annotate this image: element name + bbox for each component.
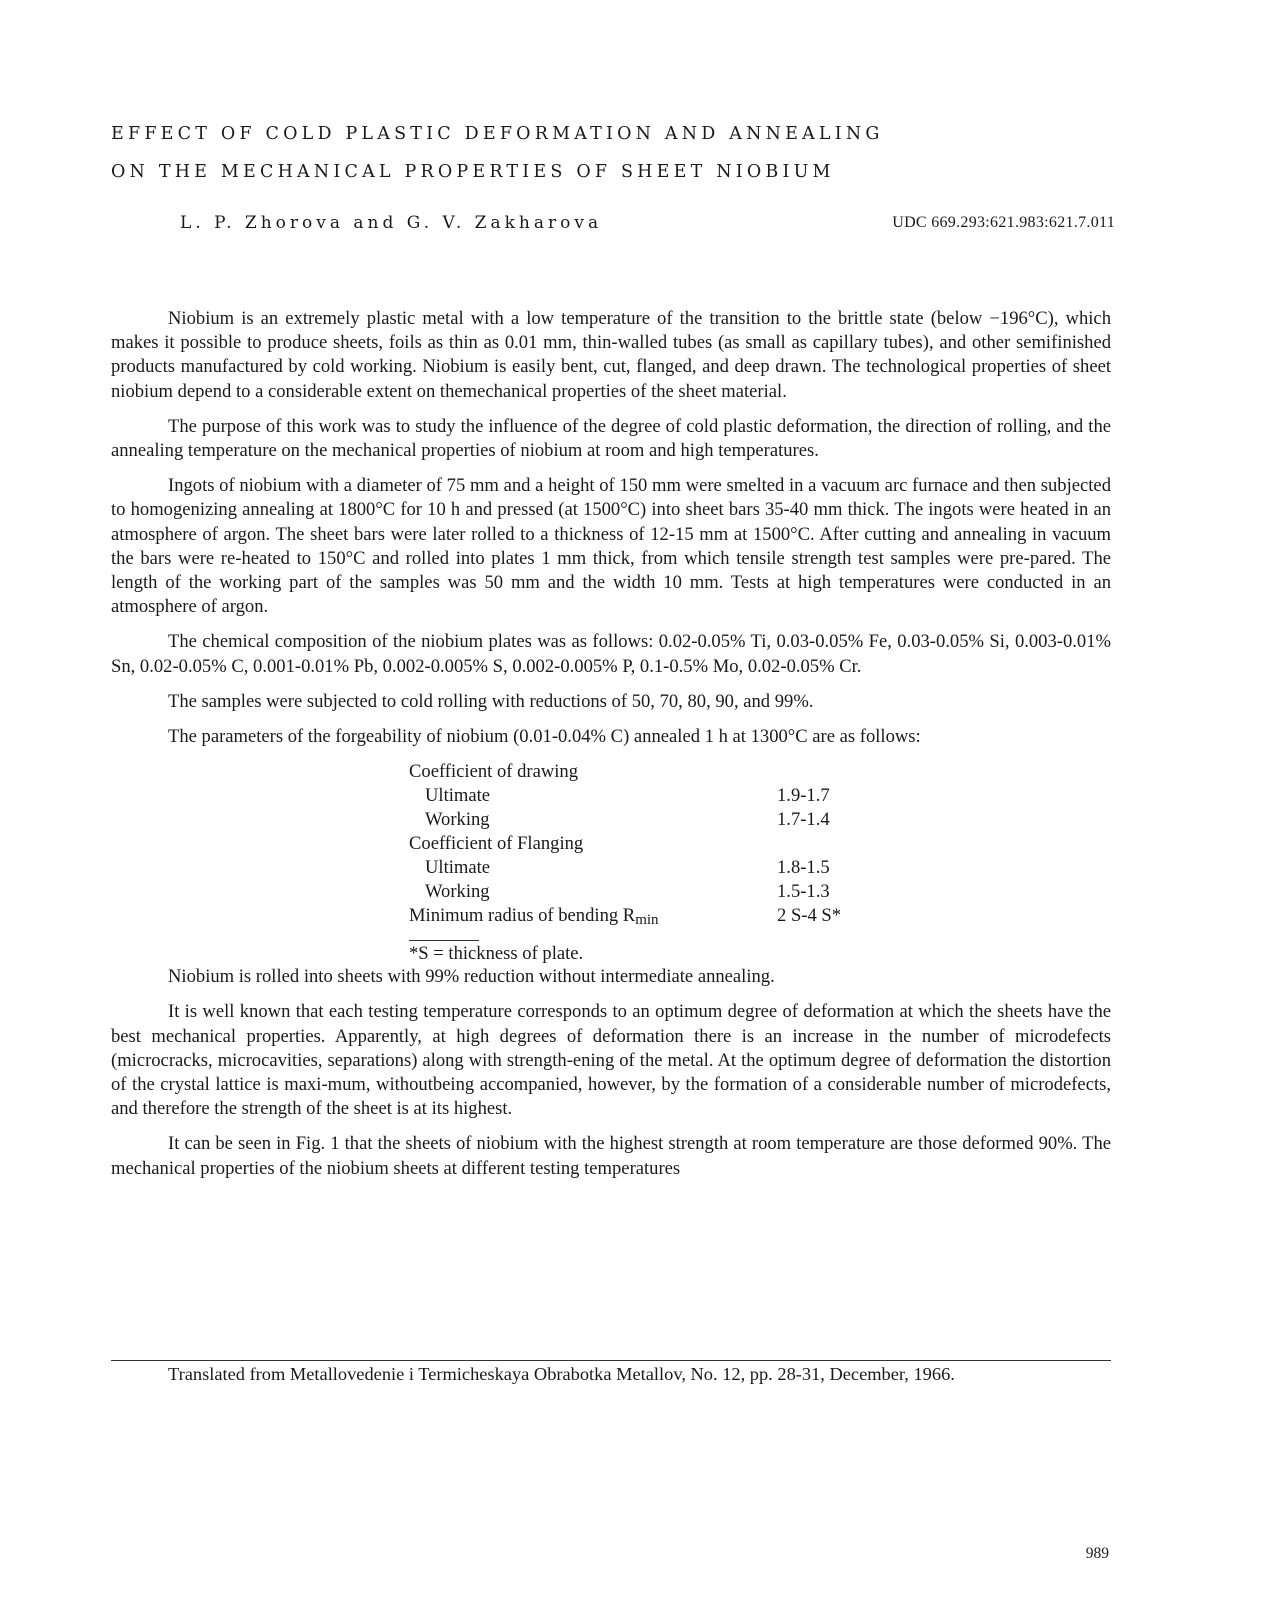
paragraph: It is well known that each testing temperature corresponds to an optimum degree of deformation at which the sheets have the best mechanical properties. Apparently, at high degrees of deformation there is an increase in the number of microdefects (microcracks, microcavities, separations) along with strength-ening of the metal. At the optimum degree of deformation the distortion of the crystal lattice is maxi-mum, withoutbeing accompanied, however, by the formation of a considerable number of microdefects, and therefore the strength of the sheet is at its highest. [111,1001,1111,1120]
paragraph: The samples were subjected to cold rolling with reductions of 50, 70, 80, 90, and 99%. [168,690,814,712]
row-label: Ultimate [425,857,491,879]
row-value: 2 S-4 S* [777,905,842,927]
article-body [111,307,1111,1192]
bending-label: Minimum radius of bending R [409,905,636,927]
page-number: 989 [1085,1545,1109,1562]
table-note: *S = thickness of plate. [409,943,584,965]
row-label: Working [425,809,490,831]
paragraph: Niobium is an extremely plastic metal with a low temperature of the transition to the brittle state (below −196°C), which makes it possible to produce sheets, foils as thin as 0.01 mm, thin-walled tubes (as small as capillary tubes), and other semifinished products manufactured by cold working. Niobium is easily bent, cut, flanged, and deep drawn. The technological properties of sheet niobium depend to a considerable extent on themechanical properties of the sheet material. [111,308,1111,402]
authors: L. P. Zhorova and G. V. Zakharova [180,213,603,233]
title-line-1: EFFECT OF COLD PLASTIC DEFORMATION AND ANNEALING [111,124,884,144]
paragraph: It can be seen in Fig. 1 that the sheets of niobium with the highest strength at room temperature are those deformed 90%. The mechanical properties of the niobium sheets at different testing temperatures [111,1133,1111,1179]
row-value: 1.7-1.4 [777,809,830,831]
paragraph: Niobium is rolled into sheets with 99% reduction without intermediate annealing. [168,966,775,988]
table-row [409,784,869,808]
title-line-2: ON THE MECHANICAL PROPERTIES OF SHEET NIOBIUM [111,162,835,182]
table-row [409,808,869,832]
table-row [409,856,869,880]
row-value: 1.8-1.5 [777,857,830,879]
row-value: 1.5-1.3 [777,881,830,903]
table-row [409,880,869,904]
table-row [409,832,869,856]
paragraph: The parameters of the forgeability of niobium (0.01-0.04% C) annealed 1 h at 1300°C are as follows: [168,726,921,748]
footnote: Translated from Metallovedenie i Termicheskaya Obrabotka Metallov, No. 12, pp. 28-31, December, 1966. [168,1364,955,1384]
row-label [409,904,659,932]
row-label: Ultimate [425,785,491,807]
forgeability-table [111,760,1111,965]
table-note-rule [409,940,479,941]
table-row [409,904,869,928]
footnote-rule [111,1360,1111,1361]
paragraph: The purpose of this work was to study the influence of the degree of cold plastic deformation, the direction of rolling, and the annealing temperature on the mechanical properties of niobium at room and high temperatures. [111,415,1111,462]
paragraph: Ingots of niobium with a diameter of 75 mm and a height of 150 mm were smelted in a vacuum arc furnace and then subjected to homogenizing annealing at 1800°C for 10 h and pressed (at 1500°C) into sheet bars 35-40 mm thick. The ingots were heated in an atmosphere of argon. The sheet bars were later rolled to a thickness of 12-15 mm at 1500°C. After cutting and annealing in vacuum the bars were re-heated to 150°C and rolled into plates 1 mm thick, from which tensile strength test samples were pre-pared. The length of the working part of the samples was 50 mm and the width 10 mm. Tests at high temperatures were conducted in an atmosphere of argon. [111,475,1111,618]
table-row [409,760,869,784]
row-label: Coefficient of Flanging [409,833,584,855]
udc-code: UDC 669.293:621.983:621.7.011 [892,214,1115,231]
row-value: 1.9-1.7 [777,785,830,807]
row-label: Working [425,881,490,903]
row-label: Coefficient of drawing [409,761,579,783]
bending-subscript: min [635,912,659,929]
paragraph: The chemical composition of the niobium plates was as follows: 0.02-0.05% Ti, 0.03-0.05% Fe, 0.03-0.05% Si, 0.003-0.01% Sn, 0.02-0.05% C, 0.001-0.01% Pb, 0.002-0.005% S, 0.002-0.005% P, 0.1-0.5% Mo, 0.02-0.05% Cr. [111,631,1111,677]
